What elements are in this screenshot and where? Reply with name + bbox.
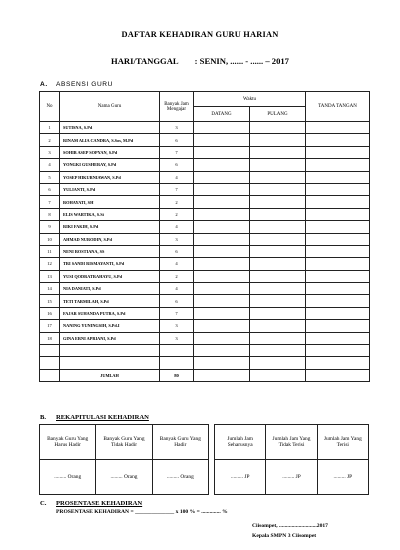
row-datang [194, 270, 250, 282]
row-tanda-tangan [306, 283, 370, 295]
jumlah-row [40, 369, 370, 381]
row-nama: NIA DANIATI, S.Pd [60, 283, 160, 295]
row-tanda-tangan [306, 122, 370, 134]
row-no: 6 [40, 183, 60, 195]
row-pulang [250, 283, 306, 295]
row-nama: YULIANTI, S.Pd [60, 183, 160, 195]
row-datang [194, 122, 250, 134]
table-row [40, 270, 370, 282]
attendance-table [39, 91, 370, 382]
row-datang [194, 183, 250, 195]
row-jam: 6 [160, 295, 194, 307]
jumlah-blank [194, 369, 250, 381]
row-nama: NENI ROSTIANA, SS [60, 245, 160, 257]
row-jam: 3 [160, 320, 194, 332]
jumlah-blank [250, 369, 306, 381]
jumlah-value: 80 [160, 369, 194, 381]
table-row [40, 295, 370, 307]
empty-cell [306, 357, 370, 369]
table-row [40, 320, 370, 332]
row-nama: RIKI FAKIH, S.Pd [60, 221, 160, 233]
row-tanda-tangan [306, 233, 370, 245]
empty-cell [60, 357, 160, 369]
section-b-letter: B. [40, 414, 47, 421]
row-pulang [250, 122, 306, 134]
row-tanda-tangan [306, 320, 370, 332]
row-no: 11 [40, 245, 60, 257]
table-row [40, 134, 370, 146]
table-row [40, 171, 370, 183]
header-nama: Nama Guru [60, 92, 160, 122]
row-jam: 7 [160, 183, 194, 195]
attendance-formula: PROSENTASE KEHADIRAN = ______________ x 100 % = .............. % [56, 509, 228, 515]
row-datang [194, 258, 250, 270]
table-row [40, 307, 370, 319]
header-pulang: PULANG [250, 107, 306, 122]
recap-value-tidak-hadir: ......... Orang [96, 460, 152, 495]
row-no: 14 [40, 283, 60, 295]
row-datang [194, 196, 250, 208]
header-datang: DATANG [194, 107, 250, 122]
row-nama: ROHAYATI, SH [60, 196, 160, 208]
row-tanda-tangan [306, 208, 370, 220]
recap-header-hadir: Banyak Guru Yang Hadir [152, 425, 208, 460]
row-no: 2 [40, 134, 60, 146]
section-c-label: PROSENTASE KEHADIRAN [56, 500, 143, 507]
recap-value-jam-tidak-terisi: ......... JP [266, 460, 317, 495]
row-datang [194, 320, 250, 332]
row-jam: 2 [160, 208, 194, 220]
recap-value-hadir: ......... Orang [152, 460, 208, 495]
row-jam: 7 [160, 307, 194, 319]
row-tanda-tangan [306, 134, 370, 146]
table-row [40, 122, 370, 134]
row-jam: 6 [160, 134, 194, 146]
row-jam: 4 [160, 221, 194, 233]
row-tanda-tangan [306, 159, 370, 171]
row-pulang [250, 196, 306, 208]
recap-value-jam-terisi: ......... JP [317, 460, 368, 495]
row-pulang [250, 295, 306, 307]
empty-cell [250, 357, 306, 369]
row-no: 9 [40, 221, 60, 233]
table-row [40, 221, 370, 233]
row-no: 10 [40, 233, 60, 245]
section-a-heading [40, 81, 113, 88]
row-nama: NANING YUNINGSIH, S.Pd.I [60, 320, 160, 332]
empty-cell [194, 345, 250, 357]
row-nama: SUTISNA, S.Pd [60, 122, 160, 134]
row-pulang [250, 134, 306, 146]
row-datang [194, 245, 250, 257]
row-nama: GINA ERNI APRIANI, S.Pd [60, 332, 160, 344]
date-value: : SENIN, ...... - ...... – 2017 [194, 56, 289, 66]
row-tanda-tangan [306, 146, 370, 158]
row-datang [194, 221, 250, 233]
row-datang [194, 208, 250, 220]
table-row [40, 146, 370, 158]
row-jam: 6 [160, 245, 194, 257]
row-pulang [250, 258, 306, 270]
empty-cell [40, 357, 60, 369]
recap-hours-table [214, 424, 369, 495]
row-no: 18 [40, 332, 60, 344]
row-jam: 2 [160, 196, 194, 208]
row-tanda-tangan [306, 258, 370, 270]
place-date: Ciisompet, ...........................2017 [252, 523, 328, 529]
recap-header-jam-terisi: Jumlah Jam Yang Terisi [317, 425, 368, 460]
table-row [40, 245, 370, 257]
recap-header-jam-seharusnya: Jumlah Jam Seharusnya [215, 425, 266, 460]
table-row [40, 183, 370, 195]
row-pulang [250, 332, 306, 344]
row-jam: 6 [160, 159, 194, 171]
row-pulang [250, 233, 306, 245]
date-label: HARI/TANGGAL [111, 56, 179, 66]
section-c-heading [40, 500, 142, 507]
row-datang [194, 171, 250, 183]
row-datang [194, 283, 250, 295]
row-no: 1 [40, 122, 60, 134]
table-row [40, 208, 370, 220]
row-jam: 4 [160, 171, 194, 183]
signature-title: Kepala SMPN 3 Ciisompet [252, 533, 317, 539]
empty-cell [194, 357, 250, 369]
row-no: 3 [40, 146, 60, 158]
row-pulang [250, 307, 306, 319]
table-row [40, 233, 370, 245]
row-tanda-tangan [306, 270, 370, 282]
empty-cell [306, 345, 370, 357]
table-row [40, 258, 370, 270]
row-tanda-tangan [306, 196, 370, 208]
section-a-letter: A. [40, 81, 48, 88]
row-tanda-tangan [306, 245, 370, 257]
table-row [40, 332, 370, 344]
attendance-rows [40, 122, 370, 382]
row-no: 8 [40, 208, 60, 220]
section-b-heading [40, 414, 149, 421]
row-no: 17 [40, 320, 60, 332]
empty-cell [40, 345, 60, 357]
row-nama: ELIS WARTIKA, S.Si [60, 208, 160, 220]
row-nama: AHMAD NURODIN, S.Pd [60, 233, 160, 245]
row-tanda-tangan [306, 332, 370, 344]
empty-cell [250, 345, 306, 357]
table-row [40, 196, 370, 208]
row-nama: TRI SANDI RISMAYANTI, S.Pd [60, 258, 160, 270]
recap-header-jam-tidak-terisi: Jumlah Jam Yang Tidak Terisi [266, 425, 317, 460]
row-datang [194, 159, 250, 171]
recap-value-harus-hadir: ......... Orang [40, 460, 96, 495]
header-waktu: Waktu [194, 92, 306, 107]
row-no: 4 [40, 159, 60, 171]
document-title: DAFTAR KEHADIRAN GURU HARIAN [121, 30, 279, 39]
empty-cell [60, 345, 160, 357]
section-c-letter: C. [40, 500, 47, 507]
row-pulang [250, 146, 306, 158]
row-jam: 3 [160, 122, 194, 134]
section-a-label: ABSENSI GURU [56, 81, 114, 88]
recap-teachers-table [39, 424, 209, 495]
row-jam: 3 [160, 233, 194, 245]
empty-cell [160, 345, 194, 357]
empty-row [40, 357, 370, 369]
jumlah-label: JUMLAH [60, 369, 160, 381]
row-pulang [250, 183, 306, 195]
row-pulang [250, 320, 306, 332]
row-pulang [250, 245, 306, 257]
row-tanda-tangan [306, 183, 370, 195]
row-no: 15 [40, 295, 60, 307]
row-datang [194, 332, 250, 344]
date-line [0, 56, 400, 66]
row-datang [194, 295, 250, 307]
jumlah-blank [40, 369, 60, 381]
row-pulang [250, 171, 306, 183]
row-nama: TETI TARMILAH, S.Pd [60, 295, 160, 307]
row-nama: YONGKI GUSHERAY, S.Pd [60, 159, 160, 171]
row-no: 7 [40, 196, 60, 208]
row-nama: YOSEP HIKURNIAWAN, S.Pd [60, 171, 160, 183]
row-tanda-tangan [306, 307, 370, 319]
table-row [40, 283, 370, 295]
row-no: 12 [40, 258, 60, 270]
empty-row [40, 345, 370, 357]
row-no: 16 [40, 307, 60, 319]
row-datang [194, 307, 250, 319]
recap-header-tidak-hadir: Banyak Guru Yang Tidak Hadir [96, 425, 152, 460]
empty-cell [160, 357, 194, 369]
row-datang [194, 134, 250, 146]
table-row [40, 159, 370, 171]
row-datang [194, 146, 250, 158]
row-jam: 7 [160, 146, 194, 158]
header-jam: Banyak Jam Mengajar [160, 92, 194, 122]
row-datang [194, 233, 250, 245]
header-tanda-tangan: TANDA TANGAN [306, 92, 370, 122]
row-nama: RINAM ALIA CANDRA, S.Sos, M.Pd [60, 134, 160, 146]
row-tanda-tangan [306, 221, 370, 233]
jumlah-blank [306, 369, 370, 381]
row-pulang [250, 159, 306, 171]
row-pulang [250, 270, 306, 282]
row-nama: SOHIB ASEP SOPYAN, S.Pd [60, 146, 160, 158]
recap-header-harus-hadir: Banyak Guru Yang Harus Hadir [40, 425, 96, 460]
row-pulang [250, 208, 306, 220]
row-no: 13 [40, 270, 60, 282]
row-jam: 2 [160, 270, 194, 282]
row-nama: FAJAR SUHANDA PUTRA, S.Pd [60, 307, 160, 319]
row-jam: 4 [160, 283, 194, 295]
header-no: No [40, 92, 60, 122]
row-tanda-tangan [306, 171, 370, 183]
recap-value-jam-seharusnya: ......... JP [215, 460, 266, 495]
row-tanda-tangan [306, 295, 370, 307]
row-no: 5 [40, 171, 60, 183]
row-jam: 3 [160, 332, 194, 344]
row-jam: 4 [160, 258, 194, 270]
row-nama: YUSI QODRATRAHAYU, S.Pd [60, 270, 160, 282]
section-b-label: REKAPITULASI KEHADIRAN [56, 414, 149, 421]
row-pulang [250, 221, 306, 233]
